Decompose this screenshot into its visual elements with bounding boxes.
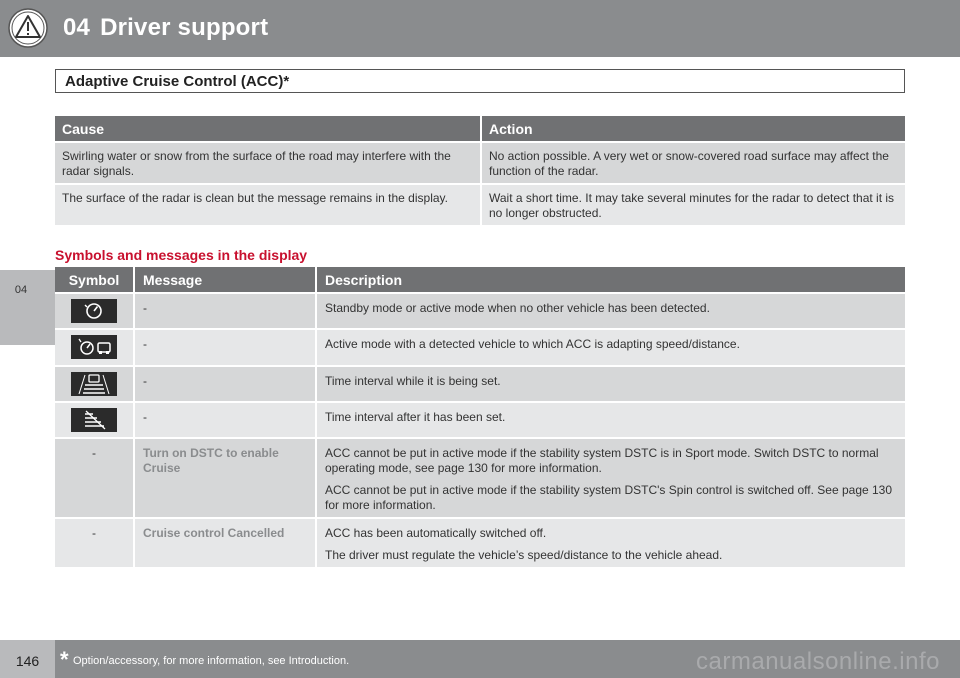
time-interval-setting-icon [71, 372, 117, 396]
symbol-cell [55, 292, 133, 328]
symbol-cell [55, 328, 133, 365]
description-text: ACC has been automatically switched off. [325, 526, 547, 540]
description-cell [315, 292, 905, 328]
message-cell: - [133, 292, 315, 328]
symbol-cell [55, 365, 133, 401]
symbol-cell [55, 401, 133, 437]
description-cell [315, 517, 905, 567]
acc-active-vehicle-icon [71, 335, 117, 359]
description-cell [315, 437, 905, 517]
footnote-star: * [60, 647, 69, 672]
warning-triangle-icon [7, 7, 49, 49]
symbol-cell: - [55, 437, 133, 517]
message-cell: - [133, 328, 315, 365]
footnote-text: Option/accessory, for more information, see Introduction. [73, 655, 350, 667]
acc-standby-speedometer-icon [71, 299, 117, 323]
section-title-box [55, 69, 905, 93]
column-header-description: Description [315, 267, 905, 292]
description-cell [315, 328, 905, 365]
column-header-message: Message [133, 267, 315, 292]
cause-action-table [55, 116, 905, 225]
action-cell: No action possible. A very wet or snow-covered road surface may affect the function of the radar. [480, 141, 905, 183]
time-interval-set-icon [71, 408, 117, 432]
chapter-title [63, 14, 268, 42]
description-text: Active mode with a detected vehicle to which ACC is adapting speed/distance. [325, 337, 740, 351]
column-header-symbol: Symbol [55, 267, 133, 292]
table-row [55, 401, 905, 437]
table-header-row [55, 116, 905, 141]
message-cell: Cruise control Cancelled [133, 517, 315, 567]
table-header-row [55, 267, 905, 292]
column-header-cause: Cause [55, 116, 480, 141]
cause-cell: The surface of the radar is clean but the message remains in the display. [55, 183, 480, 225]
table-row [55, 292, 905, 328]
table-row [55, 183, 905, 225]
description-text: Standby mode or active mode when no other vehicle has been detected. [325, 301, 710, 315]
symbols-heading: Symbols and messages in the display [55, 247, 308, 263]
chapter-name: Driver support [100, 14, 269, 41]
section-title: Adaptive Cruise Control (ACC)* [65, 73, 290, 90]
page-number: 146 [15, 653, 40, 669]
cause-cell: Swirling water or snow from the surface of the road may interfere with the radar signals. [55, 141, 480, 183]
action-cell: Wait a short time. It may take several minutes for the radar to detect that it is no longer obstructed. [480, 183, 905, 225]
table-row [55, 141, 905, 183]
table-row [55, 517, 905, 567]
table-row [55, 437, 905, 517]
description-cell [315, 365, 905, 401]
table-row [55, 365, 905, 401]
table-row [55, 328, 905, 365]
message-cell: - [133, 365, 315, 401]
chapter-header [55, 0, 960, 57]
description-cell [315, 401, 905, 437]
header-icon-block [0, 0, 55, 57]
description-text: The driver must regulate the vehicle’s speed/distance to the vehicle ahead. [325, 548, 723, 562]
description-text: ACC cannot be put in active mode if the stability system DSTC is in Sport mode. Switch DSTC to normal operating mode, see page 130 for more information. [325, 446, 879, 475]
side-tab-label: 04 [14, 284, 28, 296]
page-number-block [0, 640, 55, 678]
watermark: carmanualsonline.info [696, 648, 940, 675]
message-cell: - [133, 401, 315, 437]
symbol-cell: - [55, 517, 133, 567]
symbols-messages-table [55, 267, 905, 567]
chapter-number: 04 [63, 14, 91, 41]
chapter-side-tab[interactable] [0, 270, 55, 345]
description-text: Time interval while it is being set. [325, 374, 501, 388]
description-text: ACC cannot be put in active mode if the stability system DSTC's Spin control is switched off. See page 130 for more information. [325, 483, 893, 512]
column-header-action: Action [480, 116, 905, 141]
message-cell: Turn on DSTC to enable Cruise [133, 437, 315, 517]
description-text: Time interval after it has been set. [325, 410, 506, 424]
